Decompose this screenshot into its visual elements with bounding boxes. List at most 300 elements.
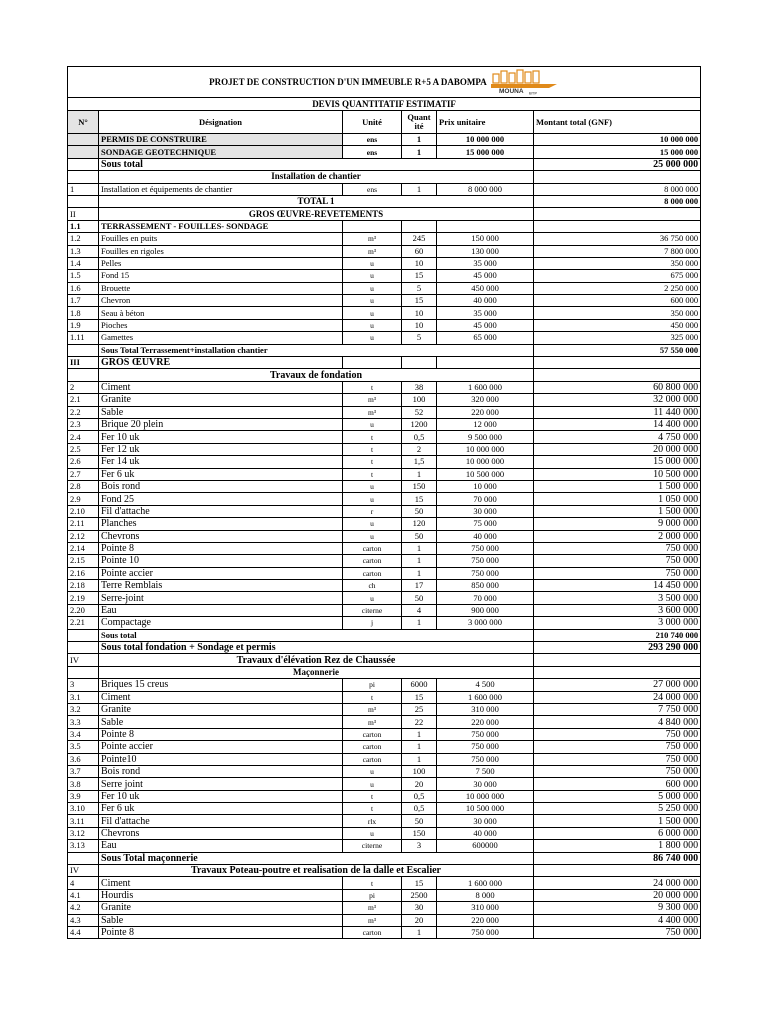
row-total: 1 500 000: [534, 480, 701, 492]
row-unit: t: [343, 431, 402, 443]
row-designation: Fond 15: [99, 270, 343, 282]
row-total: 2 250 000: [534, 282, 701, 294]
row-unit: t: [343, 381, 402, 393]
row-total: 36 750 000: [534, 233, 701, 245]
table-row: [68, 257, 701, 269]
row-quantity: 20: [402, 778, 437, 790]
row-number: [68, 666, 99, 678]
row-unit-price: [437, 357, 534, 369]
row-quantity: [402, 220, 437, 232]
table-row: [68, 728, 701, 740]
row-unit-price: 1 600 000: [437, 877, 534, 889]
row-quantity: 1: [402, 542, 437, 554]
table-row: [68, 914, 701, 926]
table-row: [68, 183, 701, 195]
row-number: 4.1: [68, 889, 99, 901]
row-quantity: 15: [402, 877, 437, 889]
row-quantity: 20: [402, 914, 437, 926]
row-number: 2.14: [68, 542, 99, 554]
row-quantity: 100: [402, 765, 437, 777]
subtotal-amount: 86 740 000: [534, 852, 701, 864]
row-total: 1 500 000: [534, 505, 701, 517]
row-unit-price: 15 000 000: [437, 146, 534, 158]
row-unit: carton: [343, 542, 402, 554]
section-empty: [534, 208, 701, 220]
row-unit-price: 750 000: [437, 542, 534, 554]
row-unit: m³: [343, 914, 402, 926]
row-quantity: 1: [402, 567, 437, 579]
row-unit: u: [343, 319, 402, 331]
row-designation: Chevron: [99, 295, 343, 307]
table-row: [68, 877, 701, 889]
subtotal-row: [68, 158, 701, 170]
row-number: [68, 171, 99, 183]
row-number: 4: [68, 877, 99, 889]
row-quantity: [402, 357, 437, 369]
section-empty: [534, 171, 701, 183]
section-total: 8 000 000: [534, 195, 701, 207]
row-number: III: [68, 357, 99, 369]
row-quantity: 1: [402, 146, 437, 158]
row-quantity: 50: [402, 592, 437, 604]
row-unit: u: [343, 827, 402, 839]
row-unit-price: 750 000: [437, 728, 534, 740]
row-quantity: 100: [402, 394, 437, 406]
row-number: 4.4: [68, 927, 99, 939]
subtotal-amount: 210 740 000: [534, 629, 701, 641]
row-unit: u: [343, 530, 402, 542]
row-unit: u: [343, 282, 402, 294]
row-unit: carton: [343, 555, 402, 567]
section-label: GROS ŒUVRE-REVETEMENTS: [99, 208, 534, 220]
row-total: 2 000 000: [534, 530, 701, 542]
row-quantity: 0,5: [402, 803, 437, 815]
row-designation: Terre Remblais: [99, 580, 343, 592]
row-quantity: 4: [402, 604, 437, 616]
row-total: 750 000: [534, 728, 701, 740]
row-unit: pi: [343, 679, 402, 691]
table-row: [68, 530, 701, 542]
header-prix: Prix unitaire: [437, 111, 534, 134]
row-designation: Pointe accier: [99, 567, 343, 579]
table-row: [68, 332, 701, 344]
subtotal-amount: 293 290 000: [534, 642, 701, 654]
row-total: 3 500 000: [534, 592, 701, 604]
row-total: 325 000: [534, 332, 701, 344]
row-unit: [343, 220, 402, 232]
row-unit: ens: [343, 134, 402, 146]
row-unit-price: 10 000 000: [437, 134, 534, 146]
row-number: 1.4: [68, 257, 99, 269]
subtotal-row: [68, 344, 701, 356]
row-quantity: 0,5: [402, 790, 437, 802]
table-row: [68, 456, 701, 468]
row-number: 3.6: [68, 753, 99, 765]
row-designation: Ciment: [99, 877, 343, 889]
subtotal-label: Sous total: [99, 629, 534, 641]
row-quantity: 52: [402, 406, 437, 418]
row-number: II: [68, 208, 99, 220]
row-designation: Serre-joint: [99, 592, 343, 604]
row-number: 2.5: [68, 443, 99, 455]
row-quantity: 150: [402, 480, 437, 492]
table-row: [68, 815, 701, 827]
row-quantity: 10: [402, 257, 437, 269]
row-designation: Gamettes: [99, 332, 343, 344]
row-number: 2.18: [68, 580, 99, 592]
section-label: Installation de chantier: [99, 171, 534, 183]
row-number: 3.12: [68, 827, 99, 839]
table-row: [68, 840, 701, 852]
row-unit-price: 30 000: [437, 815, 534, 827]
row-designation: Fil d'attache: [99, 815, 343, 827]
row-number: 2.6: [68, 456, 99, 468]
row-number: [68, 146, 99, 158]
row-unit-price: 1 600 000: [437, 381, 534, 393]
row-total: 750 000: [534, 741, 701, 753]
table-row: [68, 604, 701, 616]
row-quantity: 245: [402, 233, 437, 245]
row-quantity: 1: [402, 468, 437, 480]
table-row: [68, 567, 701, 579]
row-designation: Bois rond: [99, 765, 343, 777]
table-row: [68, 282, 701, 294]
row-total: 9 000 000: [534, 518, 701, 530]
row-number: 2.20: [68, 604, 99, 616]
row-total: 5 000 000: [534, 790, 701, 802]
row-unit-price: 40 000: [437, 827, 534, 839]
row-quantity: 1: [402, 753, 437, 765]
row-total: 1 500 000: [534, 815, 701, 827]
row-designation: Briques 15 creus: [99, 679, 343, 691]
section-row: [68, 865, 701, 877]
row-unit-price: 220 000: [437, 914, 534, 926]
logo-sub: BTP: [528, 90, 537, 95]
row-total: 600 000: [534, 295, 701, 307]
row-number: 1.7: [68, 295, 99, 307]
row-total: [534, 357, 701, 369]
row-total: 24 000 000: [534, 877, 701, 889]
row-designation: Fer 6 uk: [99, 468, 343, 480]
row-number: 3.7: [68, 765, 99, 777]
table-row: [68, 319, 701, 331]
row-designation: Fer 10 uk: [99, 790, 343, 802]
row-unit: ens: [343, 183, 402, 195]
row-number: 2.9: [68, 493, 99, 505]
row-unit-price: 3 000 000: [437, 617, 534, 629]
row-quantity: 15: [402, 270, 437, 282]
section-empty: [534, 369, 701, 381]
table-row: [68, 270, 701, 282]
row-designation: Brouette: [99, 282, 343, 294]
row-unit: t: [343, 443, 402, 455]
row-unit-price: 750 000: [437, 741, 534, 753]
header-row: [68, 111, 701, 134]
section-empty: [534, 654, 701, 666]
row-designation: Pointe 8: [99, 728, 343, 740]
row-designation: Chevrons: [99, 827, 343, 839]
row-number: 1.2: [68, 233, 99, 245]
row-number: 4.3: [68, 914, 99, 926]
row-total: 675 000: [534, 270, 701, 282]
row-quantity: 38: [402, 381, 437, 393]
row-number: 3: [68, 679, 99, 691]
row-unit-price: 750 000: [437, 927, 534, 939]
row-total: 14 450 000: [534, 580, 701, 592]
row-unit-price: 8 000 000: [437, 183, 534, 195]
table-row: [68, 357, 701, 369]
row-number: [68, 158, 99, 170]
table-row: [68, 542, 701, 554]
row-unit-price: 850 000: [437, 580, 534, 592]
row-number: 3.8: [68, 778, 99, 790]
row-quantity: 3: [402, 840, 437, 852]
row-unit-price: 750 000: [437, 555, 534, 567]
row-unit-price: 40 000: [437, 530, 534, 542]
subtotal-label: Sous Total Terrassement+installation chantier: [99, 344, 534, 356]
row-unit: j: [343, 617, 402, 629]
row-unit: pi: [343, 889, 402, 901]
row-number: [68, 344, 99, 356]
row-total: 4 750 000: [534, 431, 701, 443]
table-row: [68, 679, 701, 691]
row-designation: Fond 25: [99, 493, 343, 505]
row-number: 3.2: [68, 703, 99, 715]
row-unit-price: 310 000: [437, 703, 534, 715]
section-label: Travaux d'élévation Rez de Chaussée: [99, 654, 534, 666]
row-designation: Fer 14 uk: [99, 456, 343, 468]
row-quantity: 2500: [402, 889, 437, 901]
table-row: [68, 592, 701, 604]
row-total: 32 000 000: [534, 394, 701, 406]
table-row: [68, 480, 701, 492]
row-designation: PERMIS DE CONSTRUIRE: [99, 134, 343, 146]
row-number: 4.2: [68, 902, 99, 914]
row-unit: u: [343, 332, 402, 344]
row-designation: Fil d'attache: [99, 505, 343, 517]
table-row: [68, 493, 701, 505]
row-number: [68, 629, 99, 641]
row-designation: Pointe accier: [99, 741, 343, 753]
section-row: [68, 666, 701, 678]
row-quantity: 50: [402, 815, 437, 827]
row-designation: TERRASSEMENT - FOUILLES- SONDAGE: [99, 220, 343, 232]
row-number: 3.10: [68, 803, 99, 815]
row-quantity: 22: [402, 716, 437, 728]
row-unit: m³: [343, 716, 402, 728]
header-quantite: Quant ité: [402, 111, 437, 134]
row-quantity: 1: [402, 927, 437, 939]
row-quantity: 1: [402, 741, 437, 753]
table-row: [68, 617, 701, 629]
subtitle-row: [68, 98, 701, 111]
row-total: 7 800 000: [534, 245, 701, 257]
row-quantity: 17: [402, 580, 437, 592]
row-unit-price: 40 000: [437, 295, 534, 307]
row-designation: Pointe 10: [99, 555, 343, 567]
row-total: 10 500 000: [534, 468, 701, 480]
row-number: 2.15: [68, 555, 99, 567]
row-total: 4 400 000: [534, 914, 701, 926]
row-quantity: 1: [402, 183, 437, 195]
row-total: 750 000: [534, 567, 701, 579]
logo-text: MOUNA: [498, 88, 524, 95]
row-total: 1 800 000: [534, 840, 701, 852]
row-unit-price: [437, 220, 534, 232]
row-number: 2.11: [68, 518, 99, 530]
row-quantity: 1: [402, 134, 437, 146]
row-unit: citerne: [343, 840, 402, 852]
row-number: 1.8: [68, 307, 99, 319]
row-unit: carton: [343, 728, 402, 740]
row-number: 2.1: [68, 394, 99, 406]
row-unit: carton: [343, 753, 402, 765]
row-designation: Brique 20 plein: [99, 418, 343, 430]
row-designation: Fer 6 uk: [99, 803, 343, 815]
table-row: [68, 468, 701, 480]
row-quantity: 10: [402, 307, 437, 319]
row-total: 1 050 000: [534, 493, 701, 505]
row-number: 2.4: [68, 431, 99, 443]
row-unit-price: 35 000: [437, 307, 534, 319]
row-unit: t: [343, 803, 402, 815]
row-total: 3 600 000: [534, 604, 701, 616]
table-row: [68, 307, 701, 319]
row-designation: Ciment: [99, 691, 343, 703]
table-row: [68, 827, 701, 839]
subtotal-row: [68, 642, 701, 654]
row-unit: u: [343, 295, 402, 307]
table-row: [68, 716, 701, 728]
row-total: 4 840 000: [534, 716, 701, 728]
row-designation: Granite: [99, 703, 343, 715]
row-designation: Compactage: [99, 617, 343, 629]
row-unit-price: 10 500 000: [437, 468, 534, 480]
table-row: [68, 765, 701, 777]
table-row: [68, 134, 701, 146]
row-total: 5 250 000: [534, 803, 701, 815]
subtotal-row: [68, 629, 701, 641]
row-unit: rlx: [343, 815, 402, 827]
section-label: Travaux Poteau-poutre et realisation de la dalle et Escalier: [99, 865, 534, 877]
table-row: [68, 295, 701, 307]
row-unit: carton: [343, 741, 402, 753]
row-total: 750 000: [534, 753, 701, 765]
row-quantity: 0,5: [402, 431, 437, 443]
row-designation: Eau: [99, 604, 343, 616]
row-quantity: 15: [402, 691, 437, 703]
subtotal-label: Sous total: [99, 158, 534, 170]
row-total: 600 000: [534, 778, 701, 790]
row-total: 750 000: [534, 765, 701, 777]
row-number: 2.19: [68, 592, 99, 604]
table-row: [68, 691, 701, 703]
row-quantity: 1: [402, 728, 437, 740]
row-total: 15 000 000: [534, 146, 701, 158]
row-unit: m³: [343, 703, 402, 715]
row-unit: m³: [343, 406, 402, 418]
row-unit-price: 1 600 000: [437, 691, 534, 703]
row-total: 20 000 000: [534, 443, 701, 455]
table-row: [68, 146, 701, 158]
row-number: 2.7: [68, 468, 99, 480]
row-number: 1.3: [68, 245, 99, 257]
row-number: 2.8: [68, 480, 99, 492]
devis-table-body: [68, 67, 701, 939]
row-designation: Fouilles en rigoles: [99, 245, 343, 257]
row-unit: t: [343, 790, 402, 802]
row-unit-price: 10 500 000: [437, 803, 534, 815]
row-unit-price: 45 000: [437, 270, 534, 282]
row-unit-price: 130 000: [437, 245, 534, 257]
row-quantity: 15: [402, 493, 437, 505]
row-quantity: 150: [402, 827, 437, 839]
row-unit-price: 35 000: [437, 257, 534, 269]
section-row: [68, 654, 701, 666]
row-unit-price: 220 000: [437, 406, 534, 418]
table-row: [68, 431, 701, 443]
row-designation: Sable: [99, 716, 343, 728]
row-total: [534, 220, 701, 232]
title-cell: [68, 67, 701, 98]
row-total: 11 440 000: [534, 406, 701, 418]
row-unit: t: [343, 468, 402, 480]
row-unit-price: 220 000: [437, 716, 534, 728]
row-number: 2.16: [68, 567, 99, 579]
row-number: [68, 369, 99, 381]
row-unit-price: 65 000: [437, 332, 534, 344]
row-quantity: 5: [402, 332, 437, 344]
table-row: [68, 803, 701, 815]
row-designation: Granite: [99, 394, 343, 406]
row-quantity: 30: [402, 902, 437, 914]
row-total: 9 300 000: [534, 902, 701, 914]
row-unit: citerne: [343, 604, 402, 616]
row-unit: ch: [343, 580, 402, 592]
subtotal-amount: 25 000 000: [534, 158, 701, 170]
row-total: 20 000 000: [534, 889, 701, 901]
row-unit-price: 7 500: [437, 765, 534, 777]
row-number: 3.9: [68, 790, 99, 802]
row-quantity: 6000: [402, 679, 437, 691]
row-number: [68, 852, 99, 864]
table-row: [68, 927, 701, 939]
row-unit: carton: [343, 567, 402, 579]
row-designation: Pointe10: [99, 753, 343, 765]
row-number: 1: [68, 183, 99, 195]
row-designation: Pointe 8: [99, 927, 343, 939]
row-unit-price: 10 000 000: [437, 790, 534, 802]
row-total: 10 000 000: [534, 134, 701, 146]
row-designation: Pointe 8: [99, 542, 343, 554]
row-total: 450 000: [534, 319, 701, 331]
row-unit: u: [343, 518, 402, 530]
header-designation: Désignation: [99, 111, 343, 134]
company-logo-graphic: [489, 69, 559, 95]
row-unit: t: [343, 691, 402, 703]
row-unit: m³: [343, 245, 402, 257]
row-unit-price: 45 000: [437, 319, 534, 331]
row-unit: t: [343, 877, 402, 889]
row-unit-price: 150 000: [437, 233, 534, 245]
company-logo: [489, 69, 559, 95]
row-unit: m³: [343, 902, 402, 914]
row-designation: Bois rond: [99, 480, 343, 492]
row-unit-price: 12 000: [437, 418, 534, 430]
row-number: 2.12: [68, 530, 99, 542]
table-row: [68, 902, 701, 914]
table-row: [68, 580, 701, 592]
